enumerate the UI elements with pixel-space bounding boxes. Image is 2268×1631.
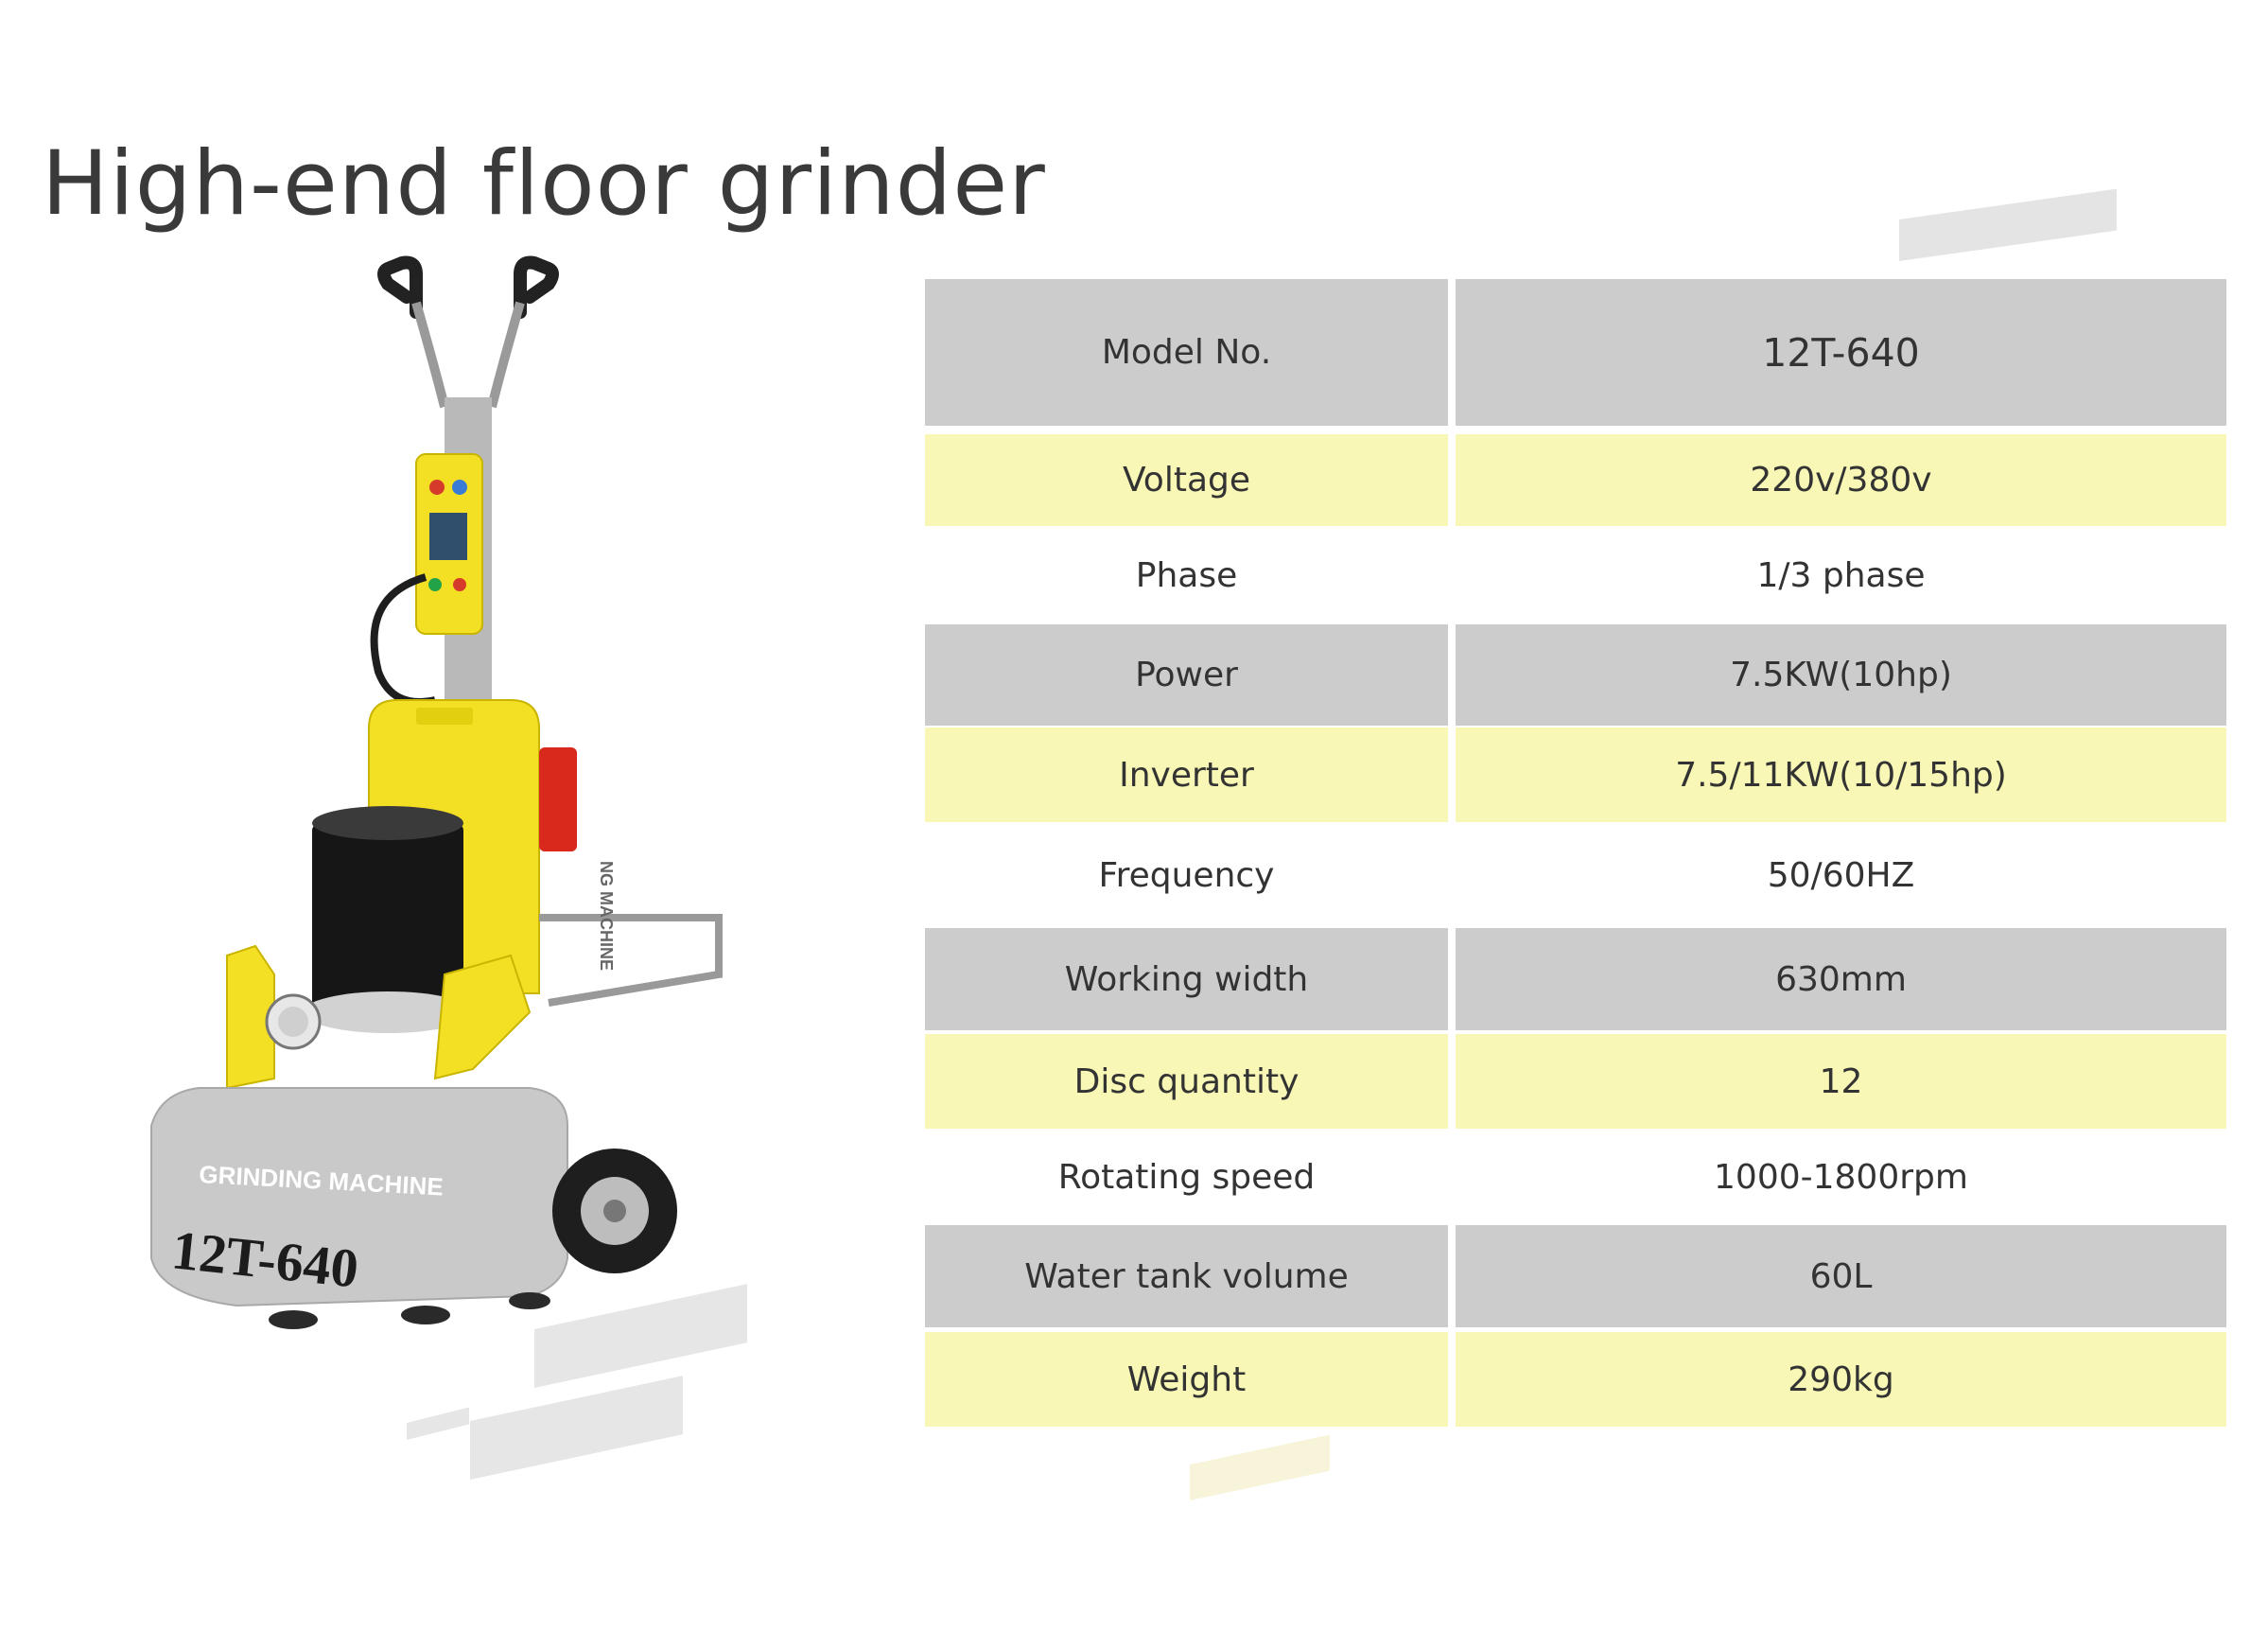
machine-body-lettering: GRINDING MACHINE — [198, 1160, 445, 1201]
decor-stripe-bottom-left-3 — [407, 1408, 469, 1440]
spec-value: 7.5/11KW(10/15hp) — [1456, 728, 2226, 822]
spec-label: Voltage — [925, 434, 1448, 526]
spec-value: 12 — [1456, 1034, 2226, 1129]
spec-row-model-no — [925, 279, 2226, 426]
spec-label: Weight — [925, 1332, 1448, 1427]
spec-row-water-tank-volume — [925, 1225, 2226, 1327]
spec-row-weight — [925, 1332, 2226, 1427]
spec-label: Frequency — [1098, 855, 1275, 895]
spec-label: Phase — [1135, 555, 1238, 595]
spec-label: Working width — [925, 928, 1448, 1030]
spec-value: 630mm — [1456, 928, 2226, 1030]
spec-row-frequency — [925, 822, 2226, 928]
spec-row-power — [925, 624, 2226, 726]
spec-value: 60L — [1456, 1225, 2226, 1327]
decor-stripe-top-right — [1899, 189, 2117, 261]
decor-stripe-bottom-left-2 — [470, 1376, 683, 1480]
spec-label: Model No. — [925, 279, 1448, 426]
floor-grinder-image — [132, 255, 738, 1343]
spec-label: Disc quantity — [925, 1034, 1448, 1129]
spec-value: 1000-1800rpm — [1714, 1157, 1968, 1197]
spec-value: 1/3 phase — [1756, 555, 1926, 595]
page-title: High-end floor grinder — [42, 132, 1046, 236]
spec-row-working-width — [925, 928, 2226, 1030]
model-plate: 12T-640 — [168, 1219, 362, 1300]
spec-row-rotating-speed — [925, 1129, 2226, 1225]
spec-value: 50/60HZ — [1767, 855, 1915, 895]
spec-value: 12T-640 — [1456, 279, 2226, 426]
spec-label: Inverter — [925, 728, 1448, 822]
spec-label: Power — [925, 624, 1448, 726]
spec-value: 7.5KW(10hp) — [1456, 624, 2226, 726]
spec-row-voltage — [925, 434, 2226, 526]
spec-value: 290kg — [1456, 1332, 2226, 1427]
spec-label: Water tank volume — [925, 1225, 1448, 1327]
spec-row-disc-quantity — [925, 1034, 2226, 1129]
spec-row-inverter — [925, 728, 2226, 822]
spec-label: Rotating speed — [1057, 1157, 1316, 1197]
spec-value: 220v/380v — [1456, 434, 2226, 526]
spec-row-phase — [925, 526, 2226, 624]
decor-stripe-bottom-yellow — [1190, 1435, 1330, 1500]
machine-side-lettering: NG MACHINE — [597, 861, 616, 971]
